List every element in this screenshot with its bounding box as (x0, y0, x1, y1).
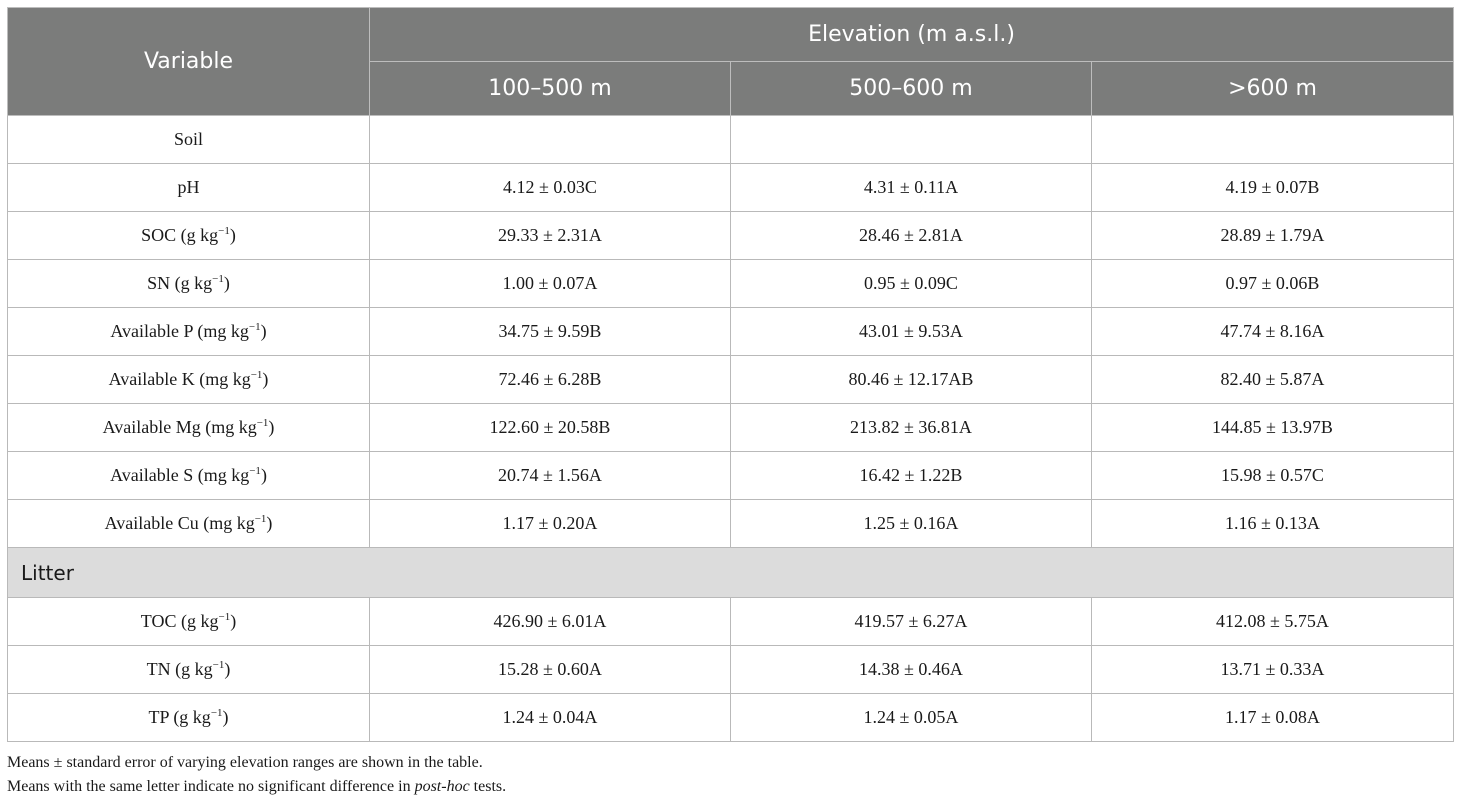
variable-unit-end: ) (224, 659, 231, 679)
value-cell: 1.24 ± 0.05A (731, 694, 1092, 742)
variable-name: pH (177, 177, 200, 197)
column-header: >600 m (1092, 62, 1454, 116)
variable-unit: (mg kg (193, 465, 250, 485)
table-row (8, 308, 1454, 356)
value-cell: 4.31 ± 0.11A (731, 164, 1092, 212)
variable-unit-end: ) (260, 465, 267, 485)
value-cell: 426.90 ± 6.01A (370, 598, 731, 646)
value-cell: 15.28 ± 0.60A (370, 646, 731, 694)
variable-name: Available P (110, 321, 193, 341)
variable-unit-end: ) (230, 611, 237, 631)
variable-unit-end: ) (260, 321, 267, 341)
value-cell: 0.95 ± 0.09C (731, 260, 1092, 308)
variable-unit-end: ) (223, 273, 230, 293)
table-row (8, 404, 1454, 452)
section-label: Litter (8, 548, 1454, 598)
note-emphasis: post-hoc (414, 778, 470, 795)
variable-unit: (g kg (176, 611, 219, 631)
variable-unit-end: ) (268, 417, 275, 437)
table-body (8, 116, 1454, 742)
value-cell: 4.12 ± 0.03C (370, 164, 731, 212)
variable-unit: (mg kg (194, 369, 251, 389)
column-header: 100–500 m (370, 62, 731, 116)
variable-cell (8, 404, 370, 452)
variable-name: TN (146, 659, 171, 679)
value-cell: 80.46 ± 12.17AB (731, 356, 1092, 404)
table-row (8, 260, 1454, 308)
section-row (8, 116, 1454, 164)
variable-header: Variable (8, 8, 370, 116)
variable-unit: (g kg (176, 225, 219, 245)
value-cell: 144.85 ± 13.97B (1092, 404, 1454, 452)
variable-name: Available S (110, 465, 194, 485)
empty-cell (1092, 116, 1454, 164)
table-notes (7, 751, 506, 799)
variable-cell (8, 164, 370, 212)
variable-unit: (mg kg (198, 513, 255, 533)
table-row (8, 164, 1454, 212)
value-cell: 1.24 ± 0.04A (370, 694, 731, 742)
variable-unit: (g kg (170, 273, 213, 293)
table-row (8, 356, 1454, 404)
variable-name: Available K (108, 369, 195, 389)
variable-unit-end: ) (229, 225, 236, 245)
elevation-group-header: Elevation (m a.s.l.) (370, 8, 1454, 62)
empty-cell (370, 116, 731, 164)
value-cell: 1.17 ± 0.08A (1092, 694, 1454, 742)
note-text: tests. (469, 778, 507, 795)
variable-name: Available Mg (102, 417, 201, 437)
unit-exponent: −1 (249, 465, 261, 477)
data-table (7, 7, 1454, 742)
value-cell: 28.89 ± 1.79A (1092, 212, 1454, 260)
variable-cell (8, 694, 370, 742)
note-text: Means with the same letter indicate no significant difference in (7, 778, 415, 795)
table-row (8, 598, 1454, 646)
value-cell: 0.97 ± 0.06B (1092, 260, 1454, 308)
value-cell: 13.71 ± 0.33A (1092, 646, 1454, 694)
value-cell: 28.46 ± 2.81A (731, 212, 1092, 260)
unit-exponent: −1 (254, 513, 267, 525)
variable-unit: (mg kg (200, 417, 257, 437)
value-cell: 213.82 ± 36.81A (731, 404, 1092, 452)
value-cell: 29.33 ± 2.31A (370, 212, 731, 260)
unit-exponent: −1 (218, 611, 231, 623)
value-cell: 16.42 ± 1.22B (731, 452, 1092, 500)
variable-unit-end: ) (262, 369, 269, 389)
variable-cell (8, 452, 370, 500)
value-cell: 20.74 ± 1.56A (370, 452, 731, 500)
variable-unit: (g kg (168, 707, 211, 727)
variable-cell (8, 646, 370, 694)
variable-name: TOC (140, 611, 177, 631)
variable-unit: (g kg (170, 659, 213, 679)
value-cell: 34.75 ± 9.59B (370, 308, 731, 356)
value-cell: 122.60 ± 20.58B (370, 404, 731, 452)
unit-exponent: −1 (248, 321, 261, 333)
table-row (8, 500, 1454, 548)
column-header: 500–600 m (731, 62, 1092, 116)
variable-unit-end: ) (222, 707, 229, 727)
value-cell: 72.46 ± 6.28B (370, 356, 731, 404)
value-cell: 43.01 ± 9.53A (731, 308, 1092, 356)
variable-unit-end: ) (266, 513, 273, 533)
section-row (8, 548, 1454, 598)
unit-exponent: −1 (210, 707, 223, 719)
value-cell: 419.57 ± 6.27A (731, 598, 1092, 646)
variable-cell (8, 598, 370, 646)
unit-exponent: −1 (256, 417, 269, 429)
value-cell: 1.25 ± 0.16A (731, 500, 1092, 548)
table-header (8, 8, 1454, 116)
table-row (8, 646, 1454, 694)
variable-name: Available Cu (104, 513, 199, 533)
value-cell: 1.17 ± 0.20A (370, 500, 731, 548)
value-cell: 15.98 ± 0.57C (1092, 452, 1454, 500)
value-cell: 4.19 ± 0.07B (1092, 164, 1454, 212)
unit-exponent: −1 (212, 659, 225, 671)
variable-name: TP (148, 707, 169, 727)
table-row (8, 212, 1454, 260)
unit-exponent: −1 (212, 273, 224, 285)
variable-cell (8, 356, 370, 404)
empty-cell (731, 116, 1092, 164)
variable-name: SN (147, 273, 171, 293)
note-line (7, 775, 506, 799)
value-cell: 1.16 ± 0.13A (1092, 500, 1454, 548)
unit-exponent: −1 (250, 369, 263, 381)
variable-cell (8, 500, 370, 548)
note-line: Means ± standard error of varying elevation ranges are shown in the table. (7, 754, 483, 771)
variable-cell (8, 260, 370, 308)
value-cell: 82.40 ± 5.87A (1092, 356, 1454, 404)
table-row (8, 694, 1454, 742)
section-label: Soil (8, 116, 370, 164)
variable-name: SOC (141, 225, 177, 245)
value-cell: 14.38 ± 0.46A (731, 646, 1092, 694)
variable-cell (8, 212, 370, 260)
variable-cell (8, 308, 370, 356)
value-cell: 1.00 ± 0.07A (370, 260, 731, 308)
value-cell: 47.74 ± 8.16A (1092, 308, 1454, 356)
table-row (8, 452, 1454, 500)
value-cell: 412.08 ± 5.75A (1092, 598, 1454, 646)
unit-exponent: −1 (218, 225, 230, 237)
variable-unit: (mg kg (192, 321, 249, 341)
